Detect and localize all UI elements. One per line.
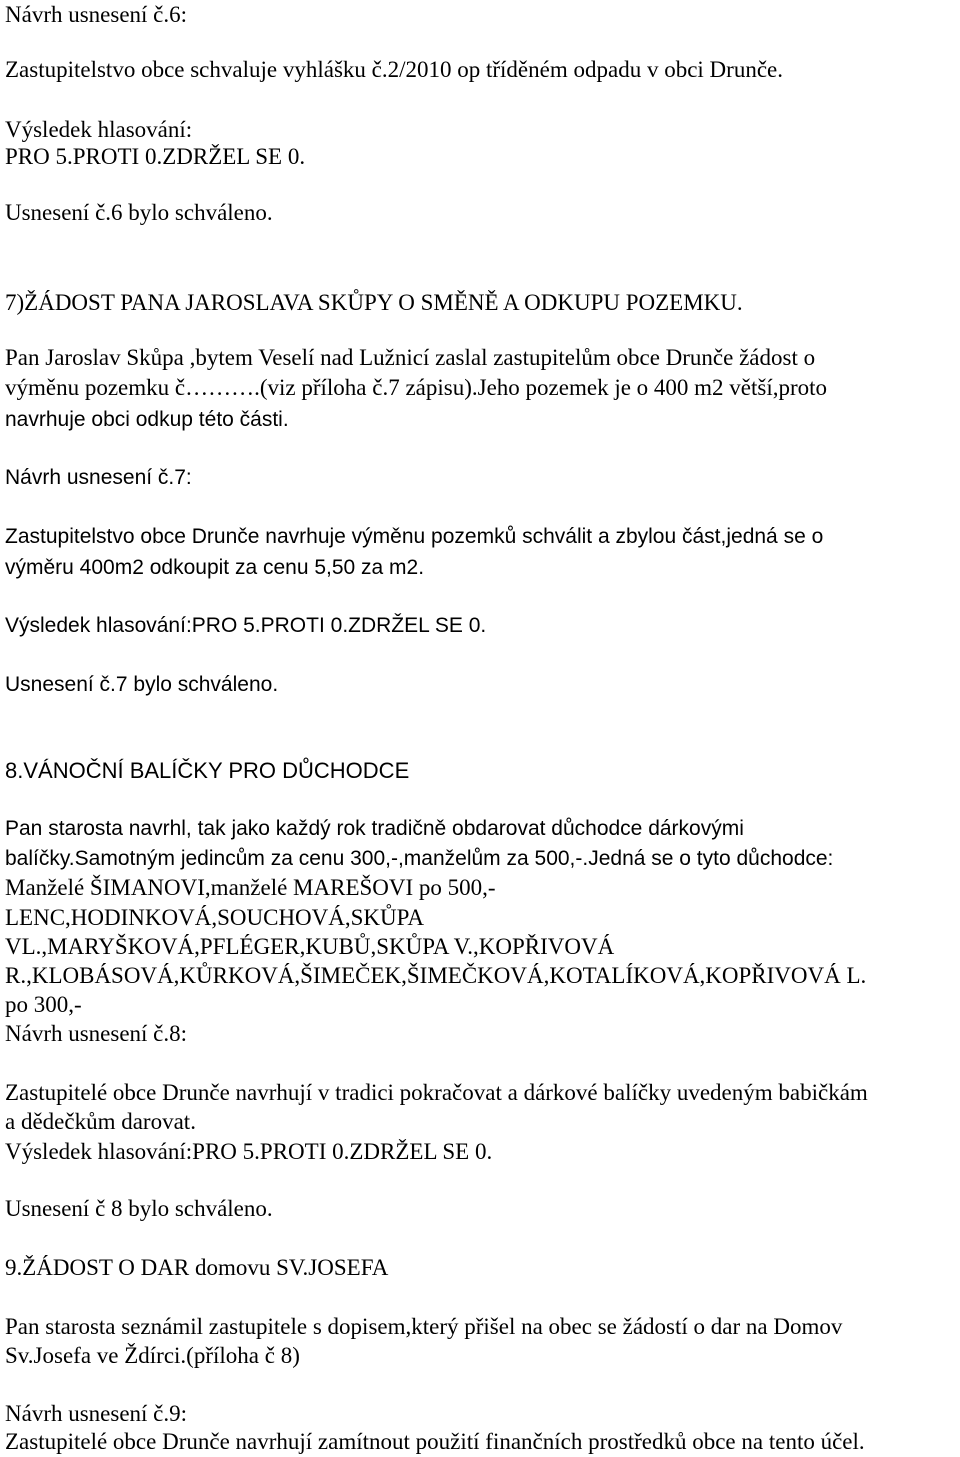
section-7-text-line-3: navrhuje obci odkup této části. <box>5 408 289 431</box>
section-8-text-line-7: po 300,- <box>5 992 82 1017</box>
proposal-6-heading: Návrh usnesení č.6: <box>5 2 188 27</box>
section-8-text-line-3: Manželé ŠIMANOVI,manželé MAREŠOVI po 500,- <box>5 875 496 900</box>
section-8-text-line-6: R.,KLOBÁSOVÁ,KŮRKOVÁ,ŠIMEČEK,ŠIMEČKOVÁ,KOTALÍKOVÁ,KOPŘIVOVÁ L. <box>5 963 867 988</box>
section-7-text-line-1: Pan Jaroslav Skůpa ,bytem Veselí nad Lužnicí zaslal zastupitelům obce Drunče žádost o <box>5 345 816 370</box>
proposal-8-text-line-1: Zastupitelé obce Drunče navrhují v tradici pokračovat a dárkové balíčky uvedeným babičkám <box>5 1080 868 1105</box>
proposal-9-heading: Návrh usnesení č.9: <box>5 1401 188 1426</box>
section-7-text-line-2: výměnu pozemku č……….(viz příloha č.7 zápisu).Jeho pozemek je o 400 m2 větší,proto <box>5 375 828 400</box>
section-9-text-line-1: Pan starosta seznámil zastupitele s dopisem,který přišel na obec se žádostí o dar na Domov <box>5 1314 843 1339</box>
section-8-heading: 8.VÁNOČNÍ BALÍČKY PRO DŮCHODCE <box>5 758 410 783</box>
proposal-7-text-line-1: Zastupitelstvo obce Drunče navrhuje výměnu pozemků schválit a zbylou část,jedná se o <box>5 525 824 548</box>
section-8-text-line-1: Pan starosta navrhl, tak jako každý rok tradičně obdarovat důchodce dárkovými <box>5 817 744 840</box>
proposal-6-text: Zastupitelstvo obce schvaluje vyhlášku č.2/2010 op tříděném odpadu v obci Drunče. <box>5 57 783 82</box>
vote-result-6: PRO 5.PROTI 0.ZDRŽEL SE 0. <box>5 144 306 169</box>
resolution-6-approved: Usnesení č.6 bylo schváleno. <box>5 200 273 225</box>
vote-result-7: Výsledek hlasování:PRO 5.PROTI 0.ZDRŽEL SE 0. <box>5 614 487 637</box>
proposal-8-heading: Návrh usnesení č.8: <box>5 1021 188 1046</box>
section-7-heading: 7)ŽÁDOST PANA JAROSLAVA SKŮPY O SMĚNĚ A ODKUPU POZEMKU. <box>5 290 743 315</box>
proposal-7-heading: Návrh usnesení č.7: <box>5 466 192 489</box>
resolution-8-approved: Usnesení č 8 bylo schváleno. <box>5 1196 273 1221</box>
vote-result-8: Výsledek hlasování:PRO 5.PROTI 0.ZDRŽEL SE 0. <box>5 1139 493 1164</box>
proposal-7-text-line-2: výměru 400m2 odkoupit za cenu 5,50 za m2. <box>5 556 425 579</box>
section-9-text-line-2: Sv.Josefa ve Ždírci.(příloha č 8) <box>5 1343 300 1368</box>
proposal-9-text: Zastupitelé obce Drunče navrhují zamítnout použití finančních prostředků obce na tento účel. <box>5 1429 865 1454</box>
section-8-text-line-5: VL.,MARYŠKOVÁ,PFLÉGER,KUBŮ,SKŮPA V.,KOPŘIVOVÁ <box>5 934 615 959</box>
section-8-text-line-2: balíčky.Samotným jedincům za cenu 300,-,manželům za 500,-.Jedná se o tyto důchodce: <box>5 847 834 870</box>
section-8-text-line-4: LENC,HODINKOVÁ,SOUCHOVÁ,SKŮPA <box>5 905 424 930</box>
section-9-heading: 9.ŽÁDOST O DAR domovu SV.JOSEFA <box>5 1255 389 1280</box>
vote-result-label: Výsledek hlasování: <box>5 117 193 142</box>
resolution-7-approved: Usnesení č.7 bylo schváleno. <box>5 673 279 696</box>
proposal-8-text-line-2: a dědečkům darovat. <box>5 1109 196 1134</box>
